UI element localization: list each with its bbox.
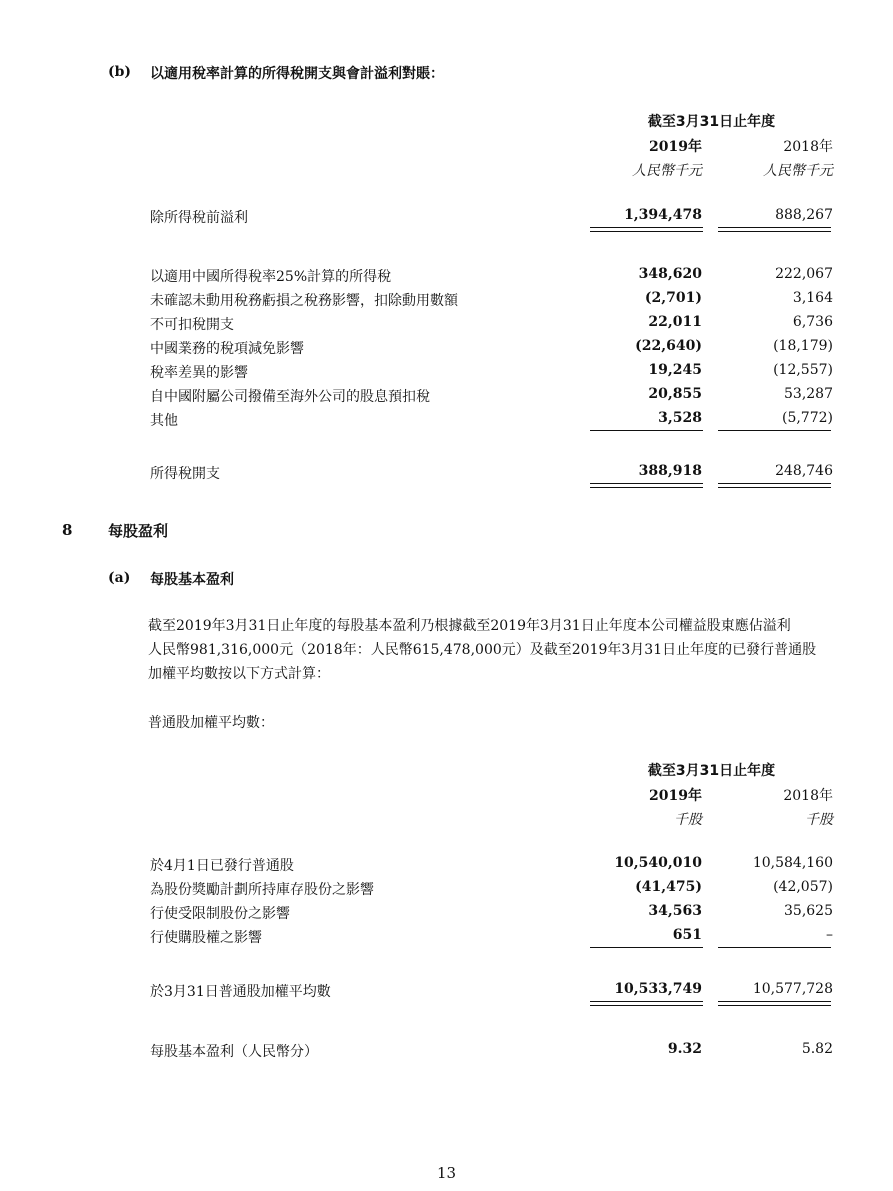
table1-row-2018: 3,164 <box>792 290 833 306</box>
section-8-number: 8 <box>62 521 73 539</box>
table2-row-2019: 651 <box>672 927 702 943</box>
profit-before-tax-label: 除所得稅前溢利 <box>150 210 248 226</box>
table2-row-2019: (41,475) <box>635 879 702 895</box>
table1-col-2019: 2019年 <box>649 139 702 155</box>
single-underline <box>718 947 831 948</box>
table1-row-2019: 348,620 <box>638 266 702 282</box>
table1-row-label: 稅率差異的影響 <box>150 365 248 381</box>
table2-period-header: 截至3月31日止年度 <box>647 763 776 779</box>
weighted-average-label: 於3月31日普通股加權平均數 <box>150 984 331 1000</box>
section-b-title: 以適用稅率計算的所得稅開支與會計溢利對賬： <box>150 66 444 82</box>
table1-row-2018: (18,179) <box>773 338 833 354</box>
table1-row-label: 未確認未動用稅務虧損之稅務影響，扣除動用數額 <box>150 293 458 309</box>
table2-row-label: 為股份獎勵計劃所持庫存股份之影響 <box>150 882 374 898</box>
single-underline <box>718 430 831 431</box>
table1-row-2019: 3,528 <box>658 410 702 426</box>
table1-unit-2018: 人民幣千元 <box>763 163 833 179</box>
single-underline <box>590 947 703 948</box>
double-underline <box>590 227 703 232</box>
double-underline <box>718 1001 831 1006</box>
table1-row-2019: 19,245 <box>648 362 702 378</box>
total-tax-2019: 388,918 <box>638 463 702 479</box>
table2-unit-2019: 千股 <box>674 812 702 828</box>
basic-eps-label: 每股基本盈利（人民幣分） <box>150 1044 318 1060</box>
table2-row-2018: (42,057) <box>773 879 833 895</box>
total-tax-2018: 248,746 <box>775 463 833 479</box>
table1-col-2018: 2018年 <box>783 139 833 155</box>
double-underline <box>590 1001 703 1006</box>
profit-before-tax-2018: 888,267 <box>775 207 833 223</box>
table2-row-2019: 34,563 <box>648 903 702 919</box>
weighted-average-2018: 10,577,728 <box>752 981 833 997</box>
basic-eps-2019: 9.32 <box>667 1041 702 1057</box>
table1-row-2019: 20,855 <box>648 386 702 402</box>
double-underline <box>718 227 831 232</box>
table1-row-label: 自中國附屬公司撥備至海外公司的股息預扣稅 <box>150 389 430 405</box>
table1-row-label: 不可扣稅開支 <box>150 317 234 333</box>
paragraph-line: 人民幣981,316,000元（2018年：人民幣615,478,000元）及截至2019年3月31日止年度的已發行普通股 <box>148 642 817 658</box>
table1-row-2018: 222,067 <box>775 266 833 282</box>
table1-row-2018: (12,557) <box>773 362 833 378</box>
table2-row-label: 於4月1日已發行普通股 <box>150 858 294 874</box>
section-8-title: 每股盈利 <box>108 522 169 540</box>
table1-row-2019: 22,011 <box>648 314 702 330</box>
table2-row-2018: – <box>826 927 833 943</box>
single-underline <box>590 430 703 431</box>
table2-row-label: 行使受限制股份之影響 <box>150 906 290 922</box>
table2-row-label: 行使購股權之影響 <box>150 930 262 946</box>
paragraph-line: 截至2019年3月31日止年度的每股基本盈利乃根據截至2019年3月31日止年度本公司權益股東應佔溢利 <box>148 618 791 634</box>
section-b-label: (b) <box>108 64 132 80</box>
table1-row-label: 以適用中國所得稅率25%計算的所得稅 <box>150 269 392 285</box>
paragraph-line: 加權平均數按以下方式計算： <box>148 666 330 682</box>
table1-unit-2019: 人民幣千元 <box>632 163 702 179</box>
table1-row-2019: (22,640) <box>635 338 702 354</box>
table2-row-2019: 10,540,010 <box>614 855 702 871</box>
table1-period-header: 截至3月31日止年度 <box>647 114 776 130</box>
table1-row-2019: (2,701) <box>644 290 702 306</box>
basic-eps-2018: 5.82 <box>801 1041 833 1057</box>
weighted-average-2019: 10,533,749 <box>614 981 702 997</box>
table1-row-label: 其他 <box>150 413 178 429</box>
double-underline <box>590 483 703 488</box>
double-underline <box>718 483 831 488</box>
weighted-shares-subheading: 普通股加權平均數： <box>148 715 274 731</box>
table2-unit-2018: 千股 <box>805 812 833 828</box>
table2-row-2018: 35,625 <box>784 903 833 919</box>
table1-row-2018: 53,287 <box>784 386 833 402</box>
total-tax-label: 所得稅開支 <box>150 466 220 482</box>
table2-col-2018: 2018年 <box>783 788 833 804</box>
table1-row-label: 中國業務的稅項減免影響 <box>150 341 304 357</box>
table1-row-2018: 6,736 <box>792 314 833 330</box>
section-a-title: 每股基本盈利 <box>150 572 234 588</box>
table2-row-2018: 10,584,160 <box>752 855 833 871</box>
table1-row-2018: (5,772) <box>781 410 833 426</box>
section-a-label: (a) <box>108 570 131 586</box>
page-number: 13 <box>436 1164 457 1182</box>
table2-col-2019: 2019年 <box>649 788 702 804</box>
eps-paragraph <box>148 614 838 686</box>
profit-before-tax-2019: 1,394,478 <box>624 207 702 223</box>
